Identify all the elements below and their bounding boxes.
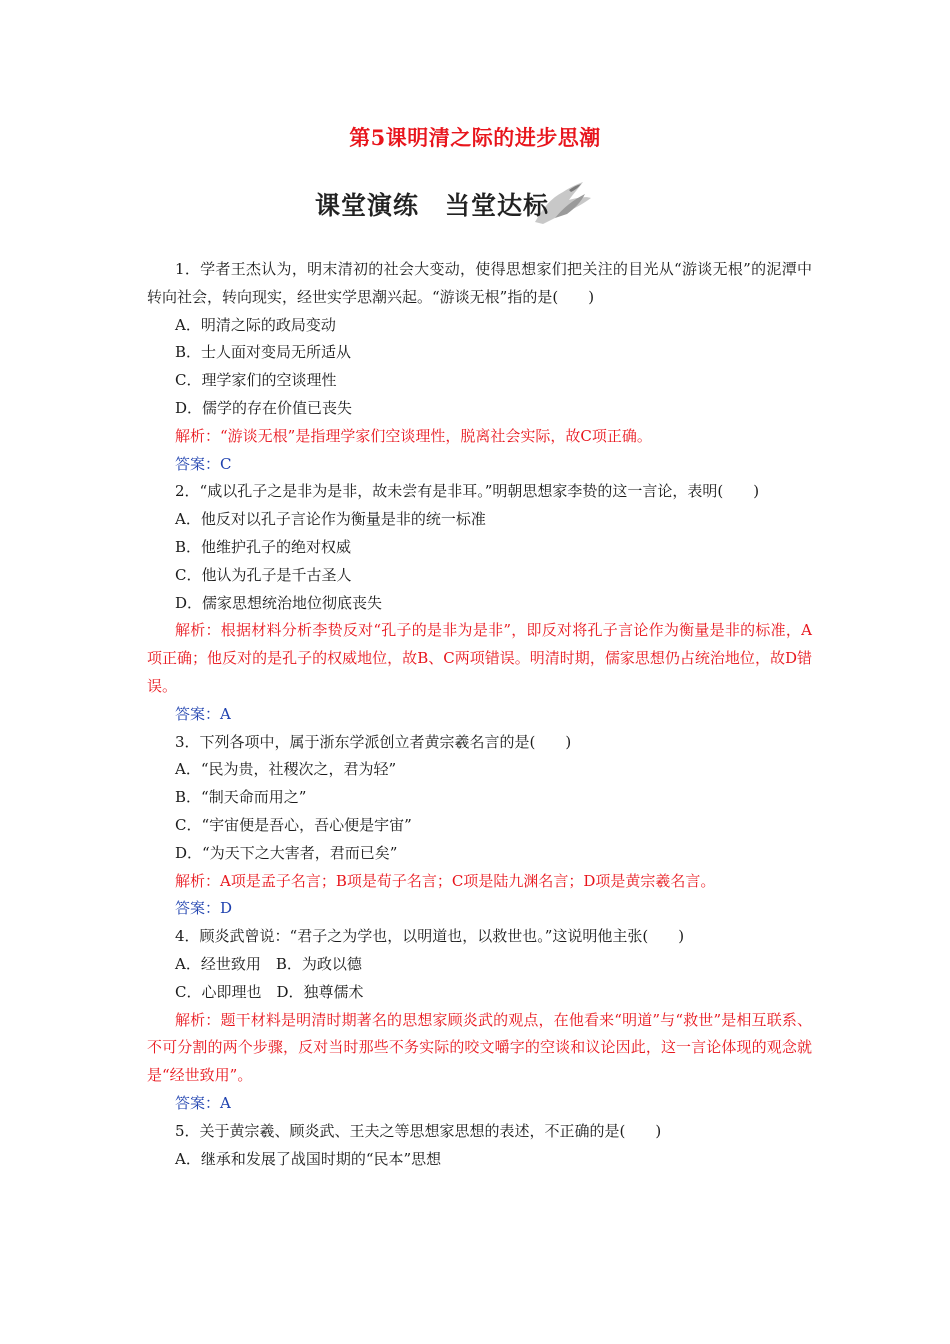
analysis: 解析：“游谈无根”是指理学家们空谈理性，脱离社会实际，故C项正确。 [175, 426, 652, 445]
answer: 答案：D [175, 899, 233, 918]
option-a: A．继承和发展了战国时期的“民本”思想 [175, 1149, 442, 1168]
option-d: D．儒学的存在价值已丧失 [175, 398, 353, 417]
option-d: D．儒家思想统治地位彻底丧失 [175, 593, 383, 612]
question-2 [147, 478, 812, 728]
analysis: 解析：A项是孟子名言；B项是荀子名言；C项是陆九渊名言；D项是黄宗羲名言。 [175, 871, 716, 890]
question-5 [147, 1118, 812, 1174]
question-stem: 5．关于黄宗羲、顾炎武、王夫之等思想家思想的表述，不正确的是( ) [175, 1121, 662, 1140]
question-list [147, 256, 812, 1173]
page-title: 第5课明清之际的进步思潮 [349, 125, 601, 150]
option-a: A．他反对以孔子言论作为衡量是非的统一标准 [175, 510, 486, 529]
question-stem: 3．下列各项中，属于浙东学派创立者黄宗羲名言的是( ) [175, 732, 572, 751]
analysis: 解析：题干材料是明清时期著名的思想家顾炎武的观点，在他看来“明道”与“救世”是相互联系、不可分割的两个步骤，反对当时那些不务实际的咬文嚼字的空谈和议论因此，这一言论体现的观念就是“经世致用”。 [147, 1010, 812, 1085]
option-b: B．他维护孔子的绝对权威 [175, 537, 352, 556]
option-d: D．“为天下之大害者，君而已矣” [175, 843, 398, 862]
option-b: B．“制天命而用之” [175, 788, 307, 807]
question-1 [147, 256, 812, 478]
section-banner-text: 课堂演练 当堂达标 [315, 191, 550, 220]
analysis: 解析：根据材料分析李贽反对“孔子的是非为是非”，即反对将孔子言论作为衡量是非的标准，A项正确；他反对的是孔子的权威地位，故B、C两项错误。明清时期，儒家思想仍占统治地位，故D错误。 [147, 621, 812, 695]
question-stem: 2．“咸以孔子之是非为是非，故未尝有是非耳。”明朝思想家李贽的这一言论，表明( ) [175, 482, 760, 501]
option-c: C．“宇宙便是吾心，吾心便是宇宙” [175, 815, 412, 834]
question-4 [147, 923, 812, 1118]
option-a: A．“民为贵，社稷次之，君为轻” [175, 760, 397, 779]
question-stem: 1．学者王杰认为，明末清初的社会大变动，使得思想家们把关注的目光从“游谈无根”的泥潭中转向社会，转向现实，经世实学思潮兴起。“游谈无根”指的是( ) [147, 260, 812, 306]
section-banner [307, 178, 607, 230]
question-3 [147, 729, 812, 924]
answer: 答案：A [175, 704, 231, 723]
option-c-d: C．心即理也 D．独尊儒术 [175, 982, 364, 1001]
answer: 答案：A [175, 1093, 231, 1112]
question-stem: 4．顾炎武曾说：“君子之为学也，以明道也，以救世也。”这说明他主张( ) [175, 927, 685, 946]
answer: 答案：C [175, 454, 232, 473]
option-a: A．明清之际的政局变动 [175, 315, 336, 334]
option-c: C．他认为孔子是千古圣人 [175, 565, 352, 584]
option-a-b: A．经世致用 B．为政以德 [175, 954, 362, 973]
option-b: B．士人面对变局无所适从 [175, 343, 352, 362]
option-c: C．理学家们的空谈理性 [175, 371, 337, 390]
